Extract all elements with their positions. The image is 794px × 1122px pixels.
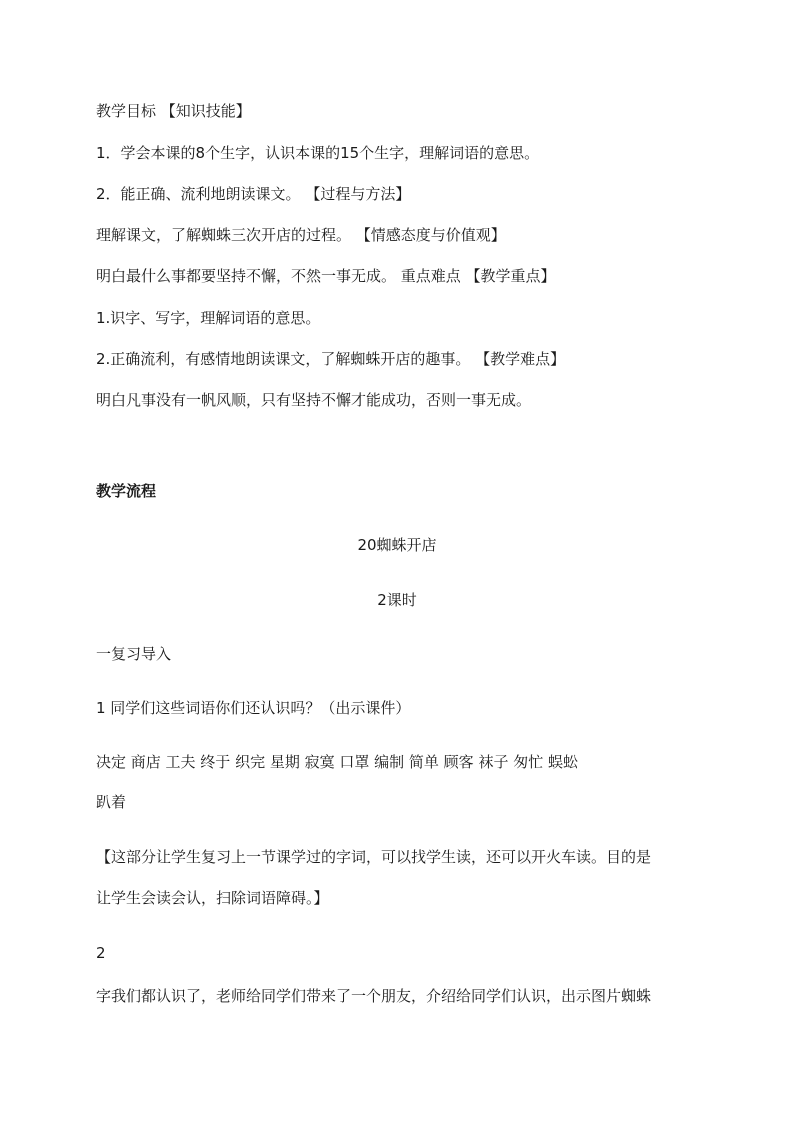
- step-2-text: 字我们都认识了，老师给同学们带来了一个朋友，介绍给同学们认识，出示图片蜘蛛: [96, 987, 652, 1005]
- objective-item-1: 1．学会本课的8个生字，认识本课的15个生字，理解词语的意思。: [96, 144, 540, 162]
- teaching-note-line-2: 让学生会读会认，扫除词语障碍。】: [96, 889, 329, 907]
- lesson-title: 20蜘蛛开店: [357, 536, 437, 554]
- step-1-text: 1 同学们这些词语你们还认识吗？（出示课件）: [96, 699, 411, 717]
- objectives-heading: 教学目标 【知识技能】: [96, 102, 251, 120]
- vocabulary-line-1: 决定 商店 工夫 终于 织完 星期 寂寞 口罩 编制 简单 顾客 袜子 匆忙 蜈蚣: [96, 753, 578, 771]
- vocabulary-line-2: 趴着: [96, 793, 127, 811]
- process-heading: 教学流程: [96, 482, 157, 500]
- attitude-text: 明白最什么事都要坚持不懈，不然一事无成。 重点难点 【教学重点】: [96, 267, 556, 285]
- difficulty-text: 明白凡事没有一帆风顺，只有坚持不懈才能成功，否则一事无成。: [96, 391, 532, 409]
- key-point-2: 2.正确流利，有感情地朗读课文，了解蜘蛛开店的趣事。 【教学难点】: [96, 350, 566, 368]
- step-2-number: 2: [96, 944, 106, 962]
- lesson-period: 2课时: [377, 591, 417, 609]
- teaching-note-line-1: 【这部分让学生复习上一节课学过的字词，可以找学生读，还可以开火车读。目的是: [96, 848, 652, 866]
- process-method-text: 理解课文，了解蜘蛛三次开店的过程。 【情感态度与价值观】: [96, 226, 506, 244]
- section-review-heading: 一复习导入: [96, 645, 172, 663]
- objective-item-2: 2．能正确、流利地朗读课文。 【过程与方法】: [96, 185, 411, 203]
- key-point-1: 1.识字、写字，理解词语的意思。: [96, 309, 321, 327]
